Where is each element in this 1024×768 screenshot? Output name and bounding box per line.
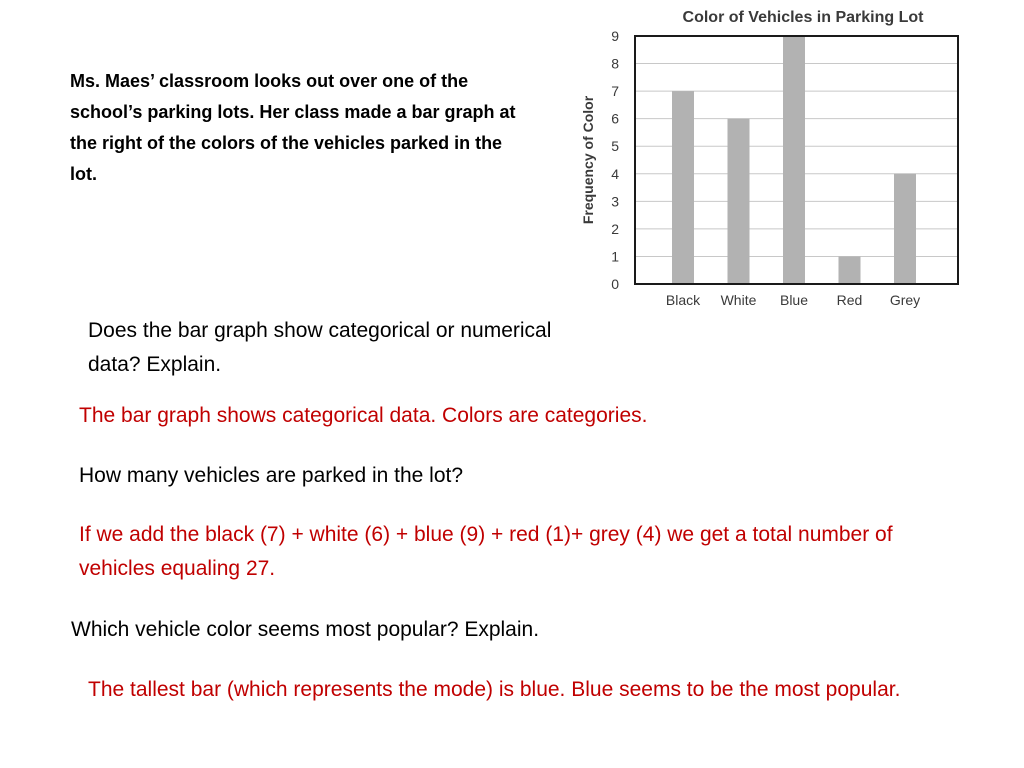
chart-title: Color of Vehicles in Parking Lot	[682, 9, 924, 26]
y-tick-label: 7	[611, 83, 619, 100]
y-tick-labels	[611, 28, 619, 292]
bar-chart-svg	[572, 0, 972, 318]
bars	[672, 36, 916, 284]
x-tick-label: Blue	[779, 292, 809, 308]
y-tick-label: 6	[611, 110, 619, 127]
x-tick-label: Grey	[889, 292, 921, 308]
x-tick-labels	[666, 292, 920, 308]
question-3: Which vehicle color seems most popular? Explain.	[71, 618, 540, 641]
y-tick-label: 8	[611, 55, 619, 72]
answer-2: If we add the black (7) + white (6) + blue (9) + red (1)+ grey (4) we get a total number of vehicles equaling 27.	[79, 523, 893, 580]
x-tick-label: Black	[665, 292, 701, 308]
y-tick-label: 3	[611, 193, 619, 210]
intro-text: Ms. Maes’ classroom looks out over one of the school’s parking lots. Her class made a bar graph at the right of the colors of the vehicles parked in the lot.	[70, 71, 516, 184]
y-tick-label: 0	[611, 276, 619, 292]
y-tick-label: 2	[611, 220, 619, 237]
bar-red	[839, 256, 861, 284]
question-1: Does the bar graph show categorical or numerical data? Explain.	[88, 319, 552, 376]
bar-black	[672, 91, 694, 284]
bar-grey	[894, 174, 916, 284]
x-tick-label: Red	[836, 292, 863, 308]
y-tick-label: 1	[611, 248, 619, 265]
x-tick-label: White	[720, 292, 757, 308]
y-tick-label: 4	[611, 165, 619, 182]
question-2: How many vehicles are parked in the lot?	[79, 464, 464, 487]
y-tick-label: 5	[611, 138, 619, 155]
answer-3: The tallest bar (which represents the mode) is blue. Blue seems to be the most popular.	[88, 678, 901, 701]
bar-chart	[572, 0, 972, 318]
answer-1: The bar graph shows categorical data. Colors are categories.	[79, 404, 648, 427]
bar-blue	[783, 36, 805, 284]
bar-white	[728, 119, 750, 284]
y-tick-label: 9	[611, 28, 619, 44]
y-axis-label: Frequency of Color	[580, 95, 596, 225]
